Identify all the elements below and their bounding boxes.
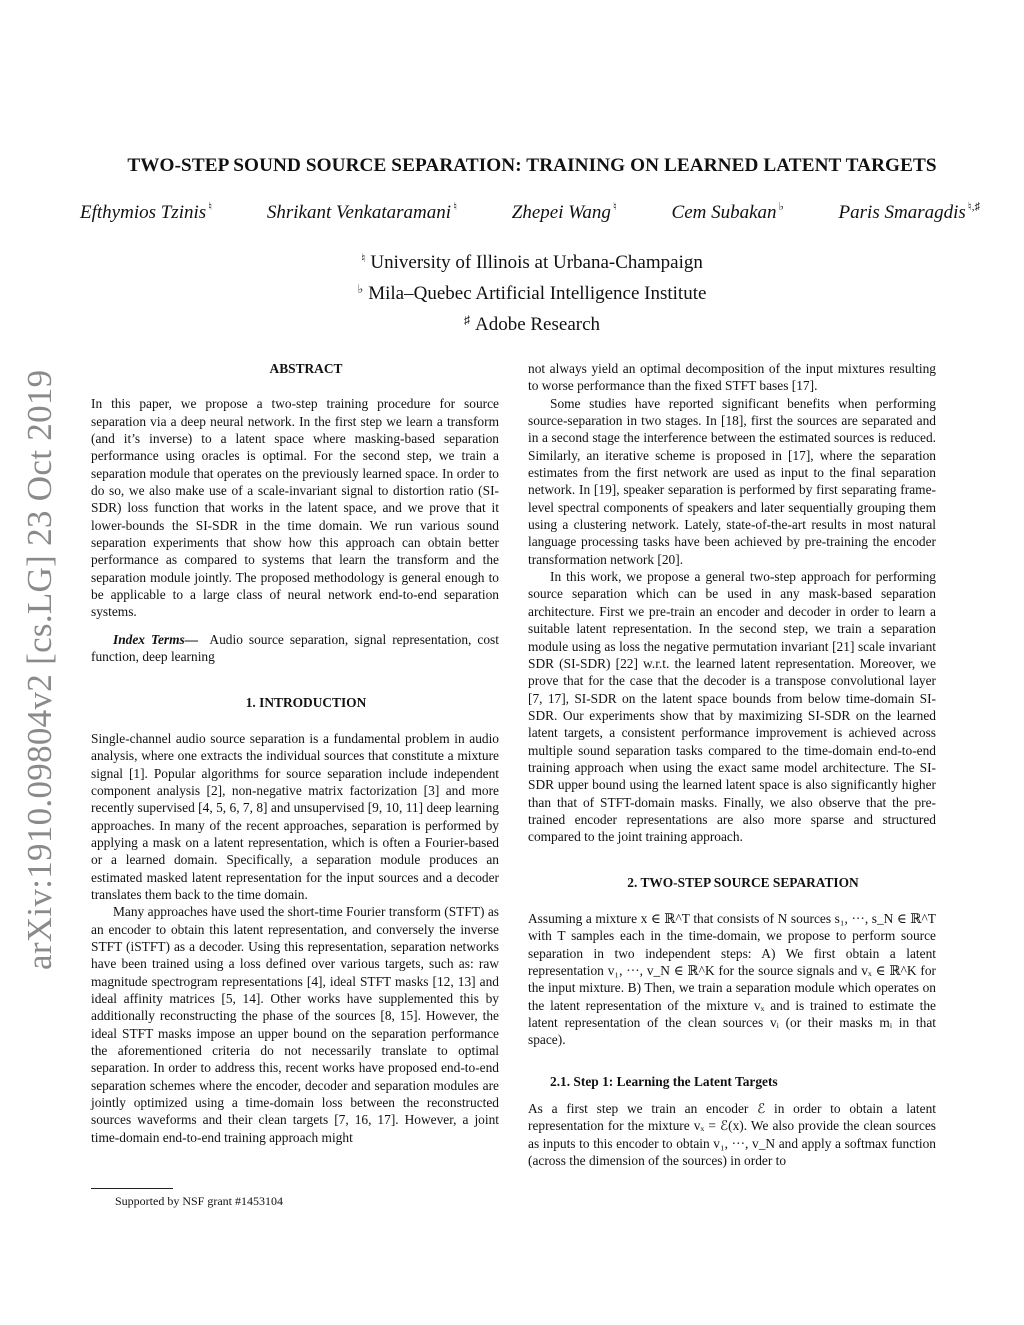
arxiv-identifier: arXiv:1910.09804v2 [cs.LG] 23 Oct 2019 xyxy=(20,369,59,970)
author: Cem Subakan ♭ xyxy=(671,201,784,223)
intro-paragraph: Single-channel audio source separation is a fundamental problem in audio analysis, where one extracts the individual sources that constitute a mixture signal [1]. Popular algorithms for source separation include independent component analysis [2], non-negative matrix factorization [3] and more recently supervised [4, 5, 6, 7, 8] and unsupervised [9, 10, 11] deep learning approaches. In many of the recent approaches, separation is performed by applying a mask on a latent representation, which is often a Fourier-based or a learned domain. Specifically, a separation module produces an estimated masked latent representation for the input sources and a decoder translates them back to the time domain. xyxy=(91,730,499,902)
abstract-text: In this paper, we propose a two-step training procedure for source separation via a deep neural network. In the first step we learn a transform (and it’s inverse) to a latent space where masking-based separation performance using oracles is optimal. For the second step, we train a separation module that operates on the previously learned space. In order to do so, we also make use of a scale-invariant signal to distortion ratio (SI-SDR) loss function that works in the latent space, and we prove that it lower-bounds the SI-SDR in the time domain. We run various sound separation experiments that show how this approach can obtain better performance as compared to systems that learn the transform and the separation module jointly. The proposed methodology is general enough to be applicable to a large class of neural network end-to-end separation systems. xyxy=(91,396,499,620)
section-2-paragraph: As a first step we train an encoder ℰ in order to obtain a latent representation for the mixture vₓ = ℰ(x). We also provide the clean sources as inputs to this encoder to obtain v₁, ···, v_N and apply a softmax function (across the dimension of the sources) in order to xyxy=(528,1101,936,1169)
affiliation: ♮ University of Illinois at Urbana-Champaign xyxy=(361,251,703,273)
author-list xyxy=(80,200,980,224)
author: Efthymios Tzinis ♮ xyxy=(80,201,213,223)
affiliation: ♯ Adobe Research xyxy=(463,313,601,335)
left-column xyxy=(91,360,499,1146)
section-2-paragraph: Assuming a mixture x ∈ ℝ^T that consists of N sources s₁, ···, s_N ∈ ℝ^T with T samples each in the time-domain, we propose to perform source separation in two independent steps: A) We first obtain a latent representation v₁, ···, v_N ∈ ℝ^K for the source signals and vₓ ∈ ℝ^K for the input mixture. B) Then, we train a separation module which operates on the latent representation of the mixture vₓ and is trained to estimate the latent representation of the clean sources vᵢ (or their masks mᵢ in that space). xyxy=(528,910,936,1048)
intro-paragraph: Some studies have reported significant benefits when performing source-separation in two stages. In [18], first the sources are separated and in a second stage the interference between the estimated sources is reduced. Similarly, an iterative scheme is proposed in [17], where the separation estimates from the first network are used as input to the final separation network. In [19], speaker separation is performed by first separating frame-level spectral components of speakers and later sequentially grouping them using a clustering network. Lately, state-of-the-art results in most natural language processing tasks have been achieved by pre-training the encoder transformation network [20]. xyxy=(528,395,936,567)
abstract-heading: ABSTRACT xyxy=(269,361,343,376)
author: Shrikant Venkataramani ♮ xyxy=(266,201,457,223)
author: Paris Smaragdis ♮,♯ xyxy=(838,201,980,223)
paper-title: TWO-STEP SOUND SOURCE SEPARATION: TRAINING ON LEARNED LATENT TARGETS xyxy=(127,155,937,176)
author: Zhepei Wang ♮ xyxy=(511,201,617,223)
intro-heading: 1. INTRODUCTION xyxy=(245,694,367,710)
index-terms: Index Terms— Audio source separation, signal representation, cost function, deep learning xyxy=(91,631,499,665)
affiliation: ♭ Mila–Quebec Artificial Intelligence Institute xyxy=(357,282,707,304)
affiliation-list xyxy=(60,245,1004,338)
intro-paragraph: Many approaches have used the short-time Fourier transform (STFT) as an encoder to obtain this latent representation, and conversely the inverse STFT (iSTFT) as a decoder. Using this representation, separation networks have been trained using a loss defined over various targets, such as: raw magnitude spectrogram representations [4], ideal STFT masks [12, 13] and ideal affinity matrices [5, 14]. Other works have supplemented this by additionally reconstructing the phase of the sources [8, 15]. However, the ideal STFT masks impose an upper bound on the separation performance the aforementioned criteria do not necessarily translate to optimal separation. In order to address this, recent works have proposed end-to-end separation schemes where the encoder, decoder and separation modules are jointly optimized using a time-domain loss between the reconstructed sources waveforms and their clean targets [7, 16, 17]. However, a joint time-domain end-to-end training approach might xyxy=(91,904,499,1145)
footnote: Supported by NSF grant #1453104 xyxy=(115,1194,283,1208)
intro-paragraph: not always yield an optimal decomposition of the input mixtures resulting to worse performance than the fixed STFT bases [17]. xyxy=(528,361,936,394)
footnote-rule xyxy=(91,1188,173,1189)
intro-paragraph: In this work, we propose a general two-step approach for performing source separation which can be used in any mask-based separation architecture. First we pre-train an encoder and decoder in order to learn a suitable latent representation. In the second step, we train a separation module using as loss the negative permutation invariant [21] scale invariant SDR (SI-SDR) [22] w.r.t. the learned latent representation. Moreover, we prove that for the case that the decoder is a transpose convolutional layer [7, 17], SI-SDR on the latent space bounds from below time-domain SI-SDR. Our experiments show that by maximizing SI-SDR on the learned latent targets, a consistent performance improvement is achieved across multiple sound separation tasks compared to the time-domain end-to-end training approach when using the exact same model architecture. The SI-SDR upper bound using the learned latent space is also significantly higher than that of STFT-domain masks. Finally, we also observe that the pre-trained encoder representations are also more sparse and structured compared to the joint training approach. xyxy=(528,569,936,845)
right-column xyxy=(528,360,936,1169)
subsection-heading: 2.1. Step 1: Learning the Latent Targets xyxy=(550,1073,778,1089)
section-2-heading: 2. TWO-STEP SOURCE SEPARATION xyxy=(627,874,859,890)
